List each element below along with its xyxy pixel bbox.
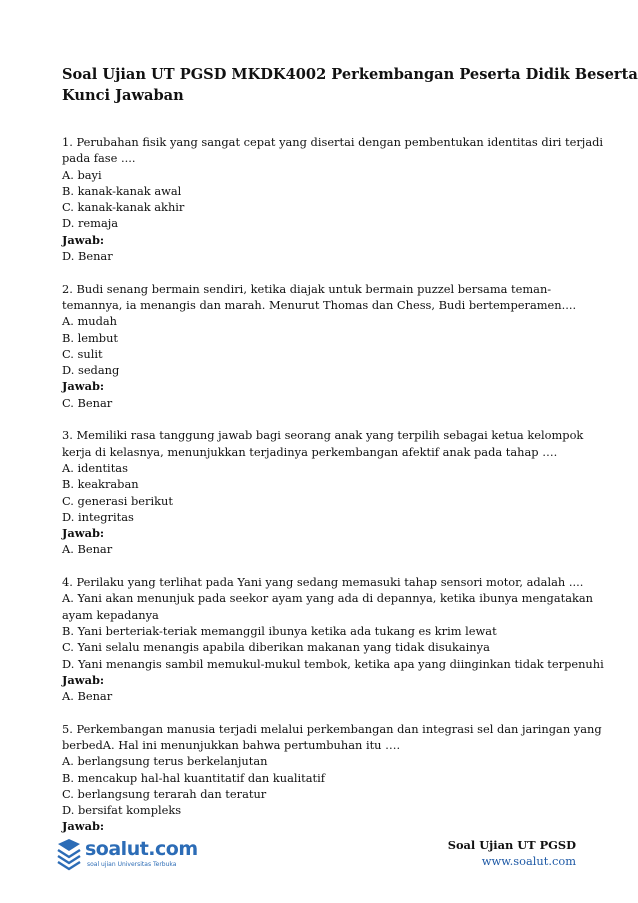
option: D. Yani menangis sambil memukul-mukul tembok, ketika apa yang diinginkan tidak terpenuhi bbox=[62, 656, 604, 671]
question-2 bbox=[62, 281, 582, 411]
option: A. mudah bbox=[62, 314, 118, 329]
logo-text: soalut.com bbox=[85, 838, 198, 860]
option: C. berlangsung terarah dan teratur bbox=[62, 786, 267, 801]
question-5 bbox=[62, 721, 602, 835]
option: C. sulit bbox=[62, 346, 103, 361]
option: B. lembut bbox=[62, 330, 119, 345]
book-stack-icon bbox=[55, 838, 83, 872]
question-text: 4. Perilaku yang terlihat pada Yani yang sedang memasuki tahap sensori motor, adalah .... bbox=[62, 575, 584, 590]
option: C. kanak-kanak akhir bbox=[62, 200, 185, 215]
option: A. bayi bbox=[62, 167, 102, 182]
question-text: 1. Perubahan fisik yang sangat cepat yang disertai dengan pembentukan identitas diri terjadi bbox=[62, 135, 604, 149]
answer: D. Benar bbox=[62, 249, 113, 264]
answer: C. Benar bbox=[62, 395, 113, 410]
title-line: Kunci Jawaban bbox=[62, 87, 184, 104]
answer-label: Jawab: bbox=[62, 526, 105, 541]
title-line: Soal Ujian UT PGSD MKDK4002 Perkembangan Peserta Didik Beserta bbox=[62, 66, 638, 83]
question-1 bbox=[62, 134, 604, 264]
question-text: 3. Memiliki rasa tanggung jawab bagi seorang anak yang terpilih sebagai ketua kelompok bbox=[62, 428, 584, 443]
question-text: pada fase .... bbox=[62, 151, 136, 166]
answer-label: Jawab: bbox=[62, 232, 105, 247]
option: B. Yani berteriak-teriak memanggil ibunya ketika ada tukang es krim lewat bbox=[62, 623, 497, 638]
answer-label: Jawab: bbox=[62, 672, 105, 687]
question-text: berbedA. Hal ini menunjukkan bahwa pertumbuhan itu …. bbox=[62, 737, 401, 752]
question-text: 2. Budi senang bermain sendiri, ketika diajak untuk bermain puzzel bersama teman- bbox=[62, 281, 552, 296]
option: D. remaja bbox=[62, 216, 119, 231]
option: B. kanak-kanak awal bbox=[62, 183, 182, 198]
option: C. generasi berikut bbox=[62, 493, 173, 508]
answer: A. Benar bbox=[62, 689, 113, 704]
option: A. berlangsung terus berkelanjutan bbox=[62, 754, 268, 769]
answer-label: Jawab: bbox=[62, 819, 105, 834]
soalut-logo bbox=[55, 836, 215, 876]
page-footer bbox=[448, 837, 576, 869]
question-text: temannya, ia menangis dan marah. Menurut Thomas dan Chess, Budi bertemperamen.... bbox=[62, 297, 577, 312]
footer-title: Soal Ujian UT PGSD bbox=[447, 838, 576, 852]
answer-label: Jawab: bbox=[62, 379, 105, 394]
question-4 bbox=[62, 574, 604, 704]
option: ayam kepadanya bbox=[62, 607, 159, 622]
question-list bbox=[62, 134, 604, 851]
document-title bbox=[62, 64, 638, 106]
question-text: 5. Perkembangan manusia terjadi melalui perkembangan dan integrasi sel dan jaringan yang bbox=[62, 721, 602, 736]
question-text: kerja di kelasnya, menunjukkan terjadinya perkembangan afektif anak pada tahap …. bbox=[62, 444, 558, 459]
option: A. Yani akan menunjuk pada seekor ayam yang ada di depannya, ketika ibunya mengatakan bbox=[62, 591, 594, 606]
question-3 bbox=[62, 427, 582, 557]
option: D. integritas bbox=[62, 509, 134, 524]
option: B. mencakup hal-hal kuantitatif dan kualitatif bbox=[62, 770, 325, 785]
option: D. bersifat kompleks bbox=[62, 803, 182, 818]
option: D. sedang bbox=[62, 363, 120, 378]
answer: A. Benar bbox=[62, 542, 113, 557]
option: B. keakraban bbox=[62, 477, 139, 492]
option: C. Yani selalu menangis apabila diberikan makanan yang tidak disukainya bbox=[62, 640, 490, 655]
option: A. identitas bbox=[62, 460, 128, 475]
footer-url: www.soalut.com bbox=[481, 854, 576, 868]
logo-tagline: soal ujian Universitas Terbuka bbox=[87, 861, 177, 868]
